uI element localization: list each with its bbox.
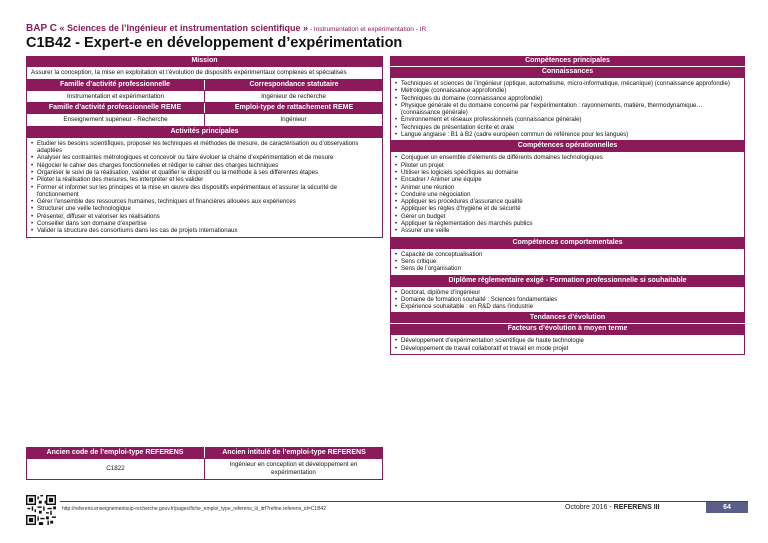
list-item: • Conduire une négociation (395, 191, 740, 198)
operationnelles-list (391, 152, 744, 236)
list-item: • Développement d’expérimentation scientifique de haute technologie (395, 337, 740, 344)
list-item: • Valider la structure des consortiums dans les cas de projets internationaux (31, 227, 378, 234)
list-item: • Piloter la réalisation des mesures, les interpréter et les valider (31, 176, 378, 183)
list-item: • Conseiller dans son domaine d’expertise (31, 220, 378, 227)
list-item: • Appliquer les règles d’hygiène et de sécurité (395, 205, 740, 212)
list-item: • Environnement et réseaux professionnels (connaissance générale) (395, 116, 740, 123)
list-item: • Négocier le cahier des charges fonctionnelles et rédiger le cahier des charges techniques (31, 162, 378, 169)
list-item: • Langue anglaise : B1 à B2 (cadre européen commun de référence pour les langues) (395, 131, 740, 138)
footer-rule (60, 501, 748, 502)
diplome-list (391, 287, 744, 313)
correspondance-value: Ingénieur de recherche (261, 92, 326, 100)
famille-value-row (26, 90, 383, 104)
list-item: • Techniques du domaine (connaissance approfondie) (395, 95, 740, 102)
footer-date-text: Octobre 2016 - (565, 504, 614, 511)
list-item: • Appliquer les procédures d’assurance qualité (395, 198, 740, 205)
page-number: 64 (706, 502, 748, 513)
family-label: « Sciences de l’Ingénieur et instrumentation scientifique » (59, 23, 309, 33)
mission-text: Assurer la conception, la mise en exploitation et l’évolution de dispositifs expérimentaux complexes et spécialisés (26, 66, 383, 80)
ancien-intitule-title: Ancien intitulé de l’emploi-type REFERENS (222, 449, 366, 456)
ancien-code-title: Ancien code de l’emploi-type REFERENS (26, 447, 205, 458)
list-item: • Capacité de conceptualisation (395, 251, 740, 258)
ancien-referens-table (26, 447, 383, 480)
list-item: • Conjuguer un ensemble d’éléments de différents domaines technologiques (395, 154, 740, 161)
ancien-code-value: C1822 (27, 459, 205, 479)
connaissances-box (390, 77, 745, 141)
header-line (26, 23, 426, 34)
comportementales-title: Compétences comportementales (390, 238, 745, 248)
comportementales-list (391, 249, 744, 275)
list-item: • Sens critique (395, 258, 740, 265)
bap-label: BAP C (26, 23, 57, 34)
list-item: • Expérience souhaitable : en R&D dans l’industrie (395, 303, 740, 310)
list-item: • Physique générale et du domaine concerné par l’expérimentation : rayonnements, matière, thermodynamique… (connaissance générale) (395, 102, 740, 117)
list-item: • Piloter un projet (395, 162, 740, 169)
right-column (390, 56, 745, 355)
subfamily-label: - Instrumentation et expérimentation - IR (308, 26, 427, 33)
list-item: • Développement de travail collaboratif et travail en mode projet (395, 345, 740, 352)
list-item: • Organiser le suivi de la réalisation, valider et qualifier le dispositif ou la méthode à ses différentes étapes (31, 169, 378, 176)
diplome-title: Diplôme réglementaire exigé - Formation professionnelle si souhaitable (390, 276, 745, 286)
correspondance-title: Correspondance statutaire (205, 80, 383, 90)
operationnelles-title: Compétences opérationnelles (390, 141, 745, 151)
ancien-value-row (26, 458, 383, 480)
list-item: • Présenter, diffuser et valoriser les réalisations (31, 213, 378, 220)
list-item: • Analyser les contraintes métrologiques et concevoir ou faire évoluer la chaîne d’expérimentation et de mesure (31, 154, 378, 161)
reme-famille-title: Famille d’activité professionnelle REME (26, 103, 205, 113)
list-item: • Animer une réunion (395, 184, 740, 191)
famille-title: Famille d’activité professionnelle (26, 80, 205, 90)
page-title: C1B42 - Expert-e en développement d’expérimentation (26, 35, 403, 51)
ancien-header-row (26, 447, 383, 458)
list-item: • Structurer une veille technologique (31, 205, 378, 212)
connaissances-title: Connaissances (390, 66, 745, 77)
facteurs-title: Facteurs d’évolution à moyen terme (390, 323, 745, 334)
reme-header-row (26, 103, 383, 113)
comportementales-box (390, 248, 745, 276)
ancien-intitule-value: Ingénieur en conception et développement en expérimentation (229, 461, 358, 476)
list-item: • Sens de l’organisation (395, 265, 740, 272)
activites-title: Activités principales (26, 127, 383, 137)
list-item: • Métrologie (connaissance approfondie) (395, 87, 740, 94)
list-item: • Techniques de présentation écrite et orale (395, 124, 740, 131)
footer-brand: REFERENS III (613, 504, 660, 511)
mission-title: Mission (26, 56, 383, 66)
activites-list (27, 138, 382, 237)
reme-famille-value: Enseignement supérieur - Recherche (27, 114, 205, 126)
operationnelles-box (390, 151, 745, 237)
list-item: • Domaine de formation souhaité : Sciences fondamentales (395, 296, 740, 303)
qr-code-icon (26, 495, 56, 525)
reme-emploi-title: Emploi-type de rattachement REME (205, 103, 383, 113)
list-item: • Gérer l’ensemble des ressources humaines, techniques et financières allouées aux expériences (31, 198, 378, 205)
list-item: • Appliquer la réglementation des marchés publics (395, 220, 740, 227)
tendances-title: Tendances d’évolution (390, 313, 745, 323)
famille-value: Instrumentation et expérimentation (27, 91, 205, 103)
list-item: • Doctorat, diplôme d’ingénieur (395, 289, 740, 296)
footer-date (565, 504, 660, 511)
list-item: • Former et informer sur les principes et la mise en œuvre des dispositifs expérimentaux et assurer la sécurité de fonctionnement (31, 184, 378, 199)
list-item: • Encadrer / Animer une équipe (395, 176, 740, 183)
reme-emploi-value: Ingénieur (280, 116, 307, 124)
list-item: • Utiliser les logiciels spécifiques au domaine (395, 169, 740, 176)
connaissances-list (391, 78, 744, 140)
list-item: • Etudier les besoins scientifiques, proposer les techniques et méthodes de mesure, de caractérisation ou d’observations adaptées (31, 140, 378, 155)
list-item: • Gérer un budget (395, 213, 740, 220)
list-item: • Assurer une veille (395, 227, 740, 234)
competences-title: Compétences principales (390, 56, 745, 66)
list-item: • Techniques et sciences de l’ingénieur (optique, automatisme, micro-informatique, mécanique) (connaissance approfondie) (395, 80, 740, 87)
footer-url[interactable]: http://referens.enseignementsup-recherche.gouv.fr/pages/fiche_emploi_type_referens_iii_itrf?refine.referens_id=C1B42 (62, 506, 327, 512)
famille-header-row (26, 80, 383, 90)
reme-value-row (26, 113, 383, 127)
left-column (26, 56, 383, 238)
facteurs-box (390, 334, 745, 355)
facteurs-list (391, 335, 744, 354)
diplome-box (390, 286, 745, 314)
activites-box (26, 137, 383, 238)
